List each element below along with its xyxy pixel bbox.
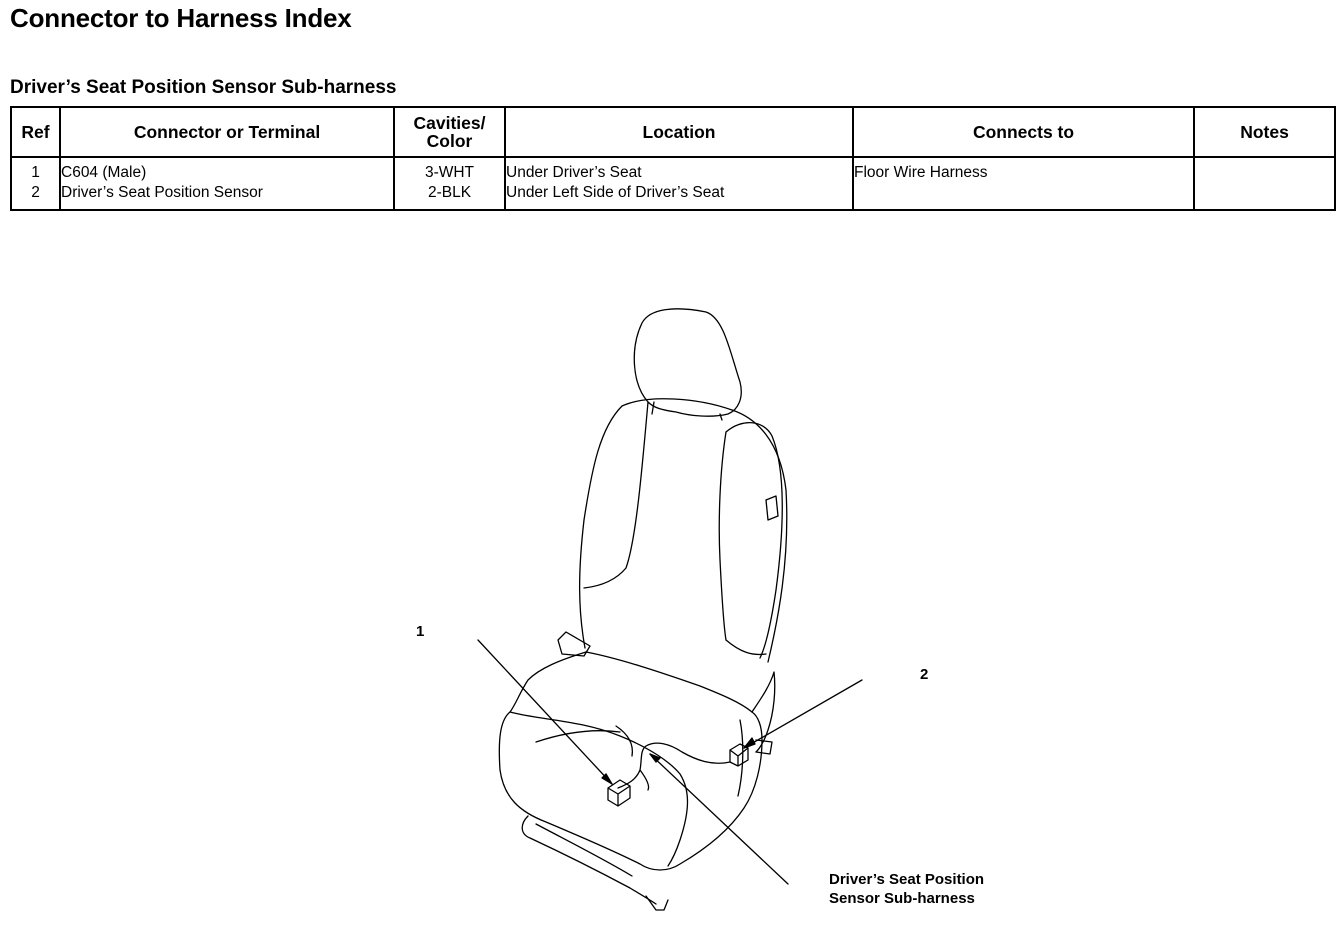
- side-bracket: [756, 740, 772, 754]
- cushion-front-edge: [510, 712, 688, 866]
- header-cavities-line1: Cavities/: [413, 113, 486, 133]
- subharness-label: [829, 870, 984, 908]
- harness-wire: [618, 743, 730, 788]
- cushion-outline: [499, 652, 762, 870]
- cushion-top: [586, 652, 752, 712]
- cushion-side-line: [738, 720, 743, 796]
- header-cavities-line2: Color: [426, 131, 473, 151]
- header-location: Location: [505, 107, 853, 157]
- header-connector: Connector or Terminal: [60, 107, 394, 157]
- header-notes: Notes: [1194, 107, 1335, 157]
- header-ref: Ref: [11, 107, 60, 157]
- row-2-ref: 2: [31, 184, 40, 201]
- leader-line-2: [744, 680, 862, 748]
- seat-track-inner: [536, 824, 632, 876]
- header-connects-to: Connects to: [853, 107, 1194, 157]
- row-1-cavities: 3-WHT: [424, 164, 475, 181]
- seat-track: [522, 816, 656, 904]
- backrest-bolster-inner: [719, 432, 726, 640]
- backrest-outline: [580, 399, 787, 662]
- cushion-crease-2: [616, 726, 632, 756]
- callout-2: 2: [920, 666, 929, 683]
- row-1-ref: 1: [31, 164, 40, 181]
- row-1-connects-to: Floor Wire Harness: [854, 164, 988, 181]
- recliner-lever: [766, 496, 778, 520]
- seat-base: [646, 896, 668, 910]
- backrest-inner-left: [584, 402, 648, 588]
- backrest-seam: [726, 640, 766, 654]
- subharness-label-line2: Sensor Sub-harness: [829, 890, 975, 907]
- leader-line-1: [478, 640, 612, 784]
- leader-arrow-2: [744, 738, 755, 748]
- callout-1: 1: [416, 623, 425, 640]
- row-2-location: Under Left Side of Driver’s Seat: [506, 184, 725, 201]
- subharness-label-line1: Driver’s Seat Position: [829, 871, 985, 888]
- leader-line-subharness: [650, 754, 788, 884]
- row-2-cavities: 2-BLK: [427, 184, 472, 201]
- cushion-crease: [536, 731, 620, 742]
- backrest-side-bolster: [726, 423, 782, 658]
- row-1-location: Under Driver’s Seat: [506, 164, 642, 181]
- row-1-connector: C604 (Male): [61, 164, 147, 181]
- row-2-connector: Driver’s Seat Position Sensor: [61, 184, 263, 201]
- section-title: Driver’s Seat Position Sensor Sub-harness: [10, 77, 397, 98]
- harness-wire-2: [640, 770, 649, 790]
- page-title: Connector to Harness Index: [10, 3, 352, 33]
